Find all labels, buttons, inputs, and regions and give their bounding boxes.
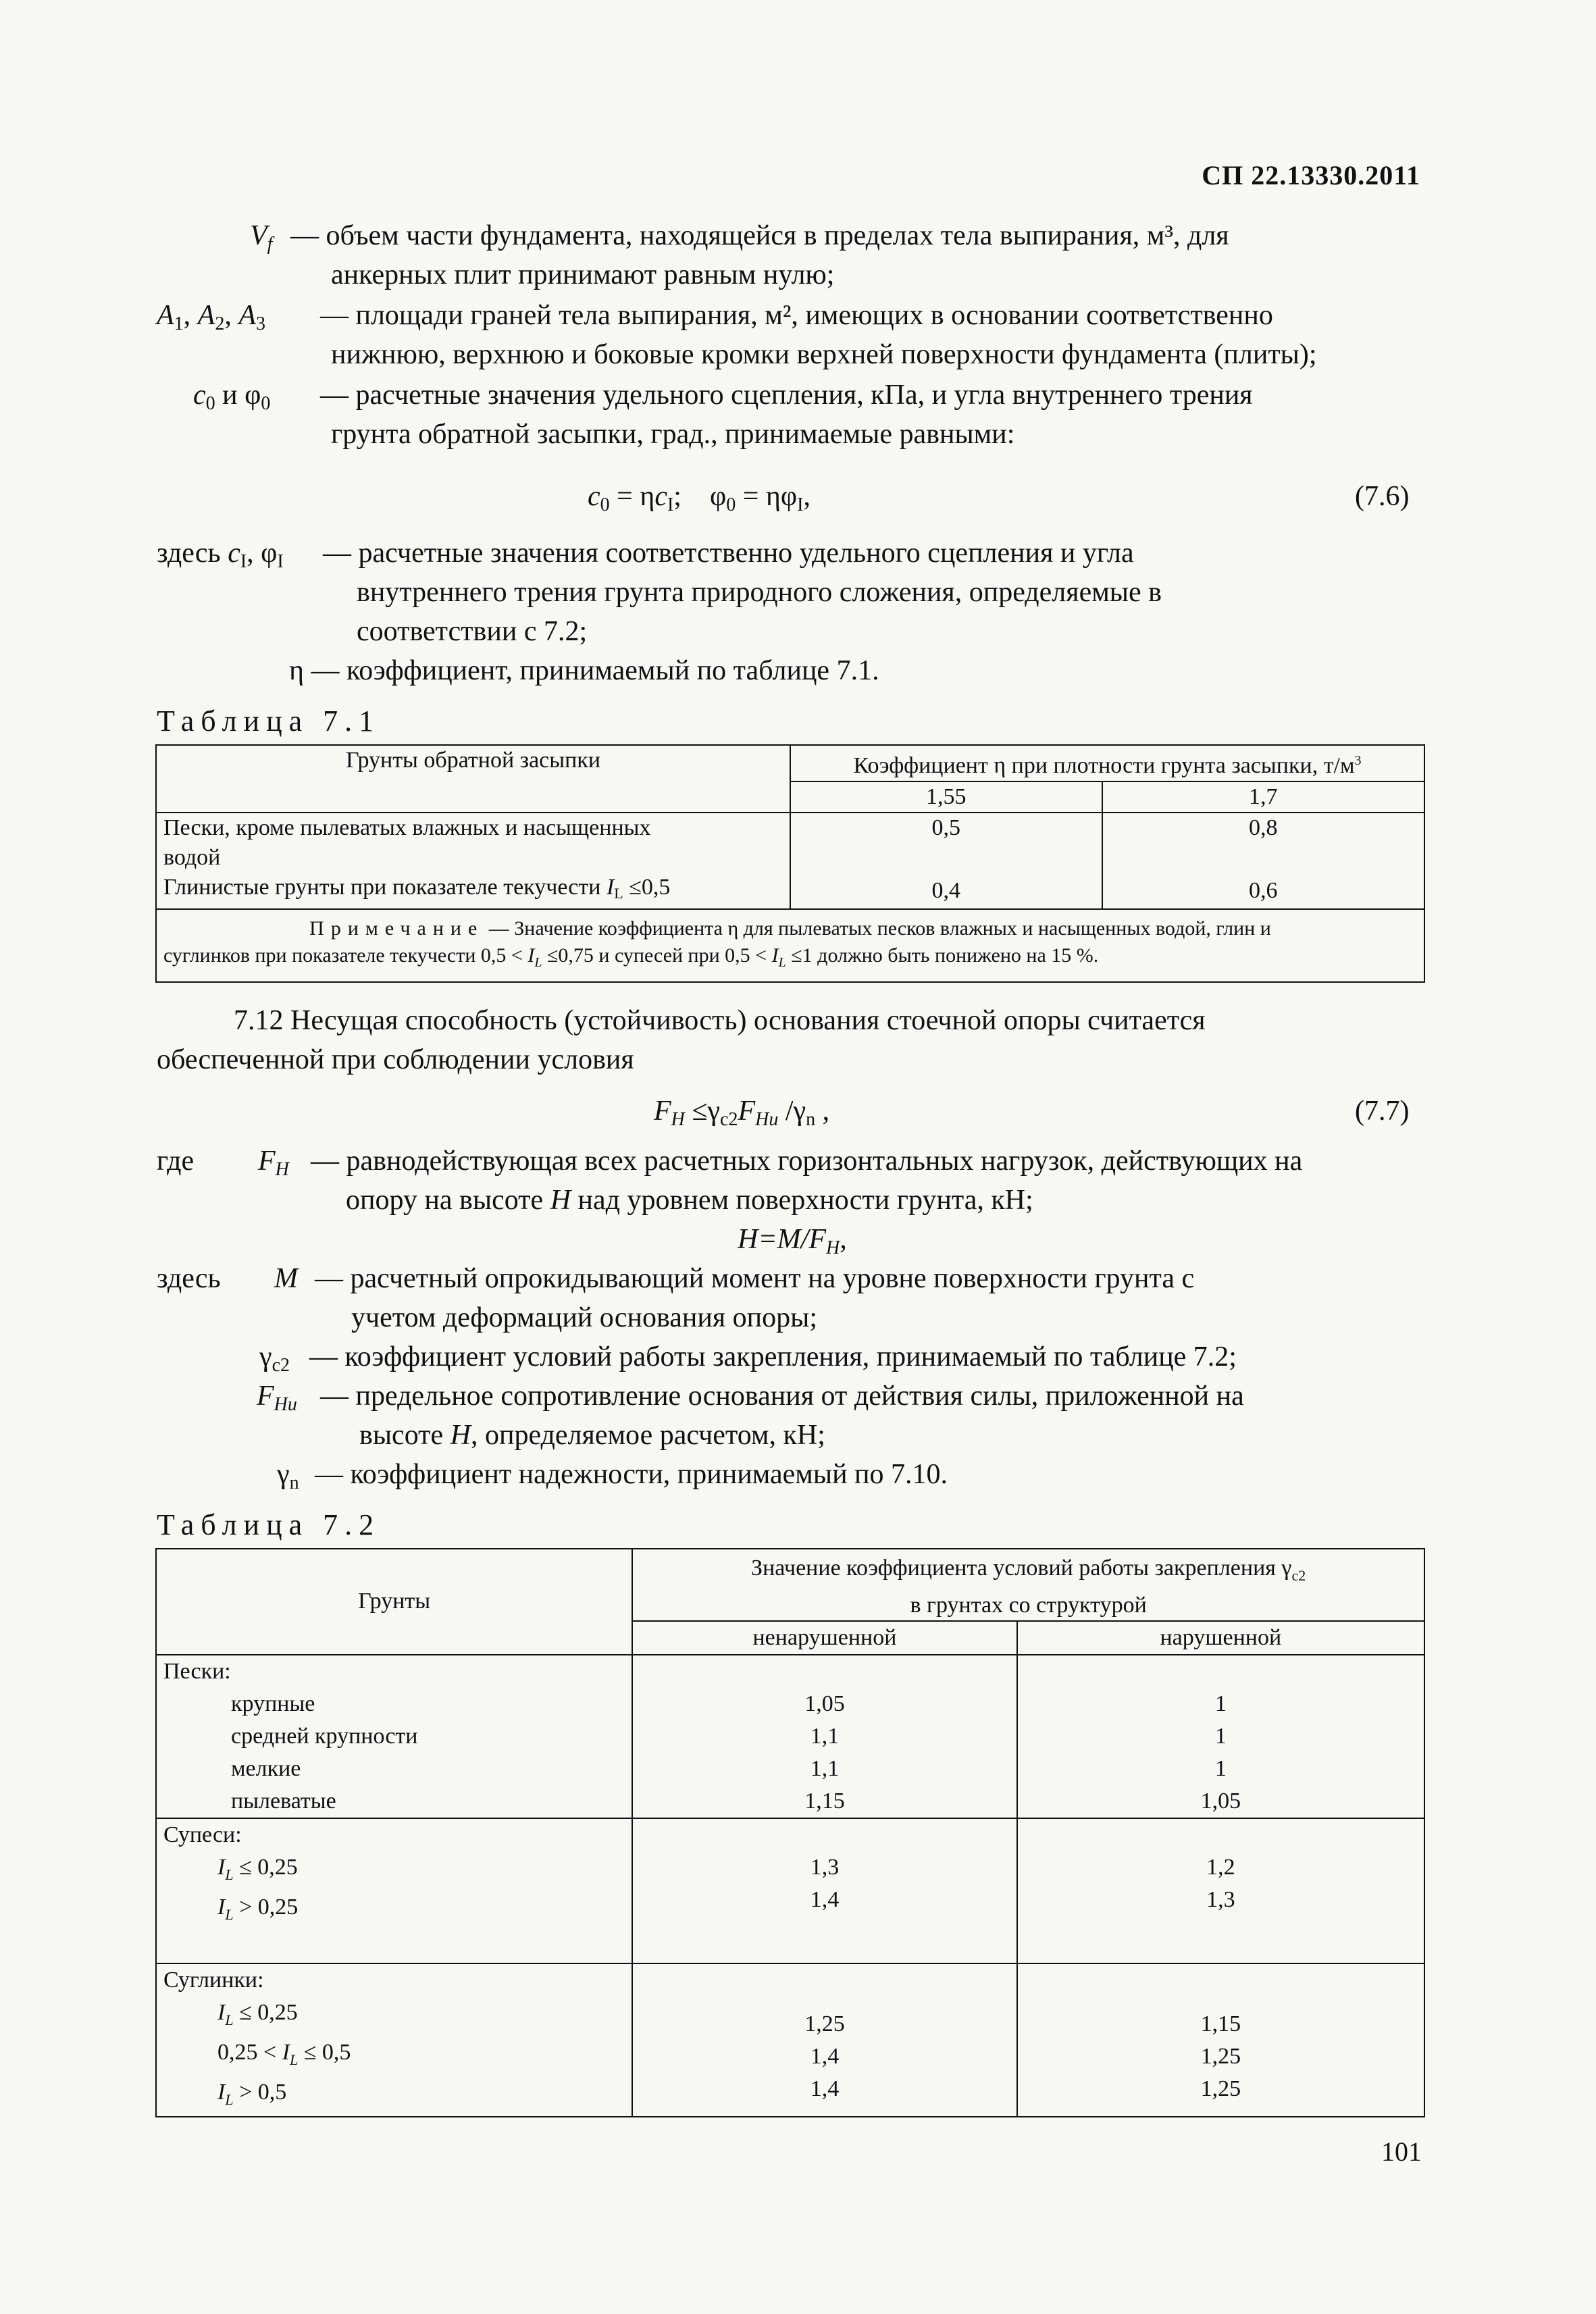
para-7-12-line2: обеспеченной при соблюдении условия [157,1044,634,1075]
table2-loams-v2: 1,15 1,25 1,25 [1017,1963,1424,2116]
symbol-fhu: $F_{Hu}$ [257,1381,297,1415]
table1-col2-header: Коэффициент η при плотности грунта засыпки, $т/м^3$ [790,745,1424,781]
def-c0-line1: — расчетные значения удельного сцепления, кПа, и угла внутреннего трения [320,380,1253,411]
formula-7-7-number: (7.7) [1355,1096,1410,1127]
table2-group-sandy-loams [156,1818,1424,1964]
def-cI-line3: соответствии с 7.2; [357,616,588,647]
table1-row2-v2: 0,6 [1102,873,1425,909]
def-eta: η — коэффициент, принимаемый по таблице 7.1. [289,655,879,686]
table2-loams-v1: 1,25 1,4 1,4 [632,1963,1016,2116]
def-a-line2: нижнюю, верхнюю и боковые кромки верхней поверхности фундамента (плиты); [331,339,1317,370]
table2-sandy-v2: 1,2 1,3 [1017,1818,1424,1964]
document-code: СП 22.13330.2011 [1202,160,1420,190]
def-m-line2: учетом деформаций основания опоры; [351,1302,818,1333]
table1-row1-name: Пески, кроме пылеватых влажных и насыщенных водой [156,813,790,873]
table2-group-title: Пески: крупные средней крупности мелкие пылеватые [156,1655,632,1818]
table1-col1-header: Грунты обратной засыпки [156,745,790,813]
table-7-2 [155,1548,1425,2117]
table2-group-title: Супеси: $I_L \le 0,25$ $I_L > 0,25$ [156,1818,632,1964]
symbol-m: M [274,1263,298,1294]
where-label: где [157,1146,195,1177]
table-7-1-caption: Таблица 7.1 [157,704,381,738]
table-7-2-caption: Таблица 7.2 [157,1508,381,1541]
table2-col2-header: Значение коэффициента условий работы закрепления $\gamma_{c2}$ в грунтах со структурой [632,1549,1424,1621]
def-fh-line2: опору на высоте H над уровнем поверхности грунта, кН; [346,1185,1033,1216]
def-cI-line1: — расчетные значения соответственно удельного сцепления и угла [323,538,1134,569]
table2-subheader-2: нарушенной [1017,1621,1424,1655]
table2-group-sands [156,1655,1424,1818]
symbol-gn: $\gamma_n$ [277,1459,299,1493]
table1-subheader-2: 1,7 [1102,781,1425,813]
table2-col1-header: Грунты [156,1549,632,1655]
table2-sands-v2: 1 1 1 1,05 [1017,1655,1424,1818]
formula-7-7: $F_H \le\gamma_{c2}F_{Hu}$ $/\gamma_n$ , [654,1096,830,1130]
def-c0-line2: грунта обратной засыпки, град., принимаемые равными: [331,419,1015,450]
formula-h: $H=M/F_H$, [738,1224,847,1258]
def-m-line1: — расчетный опрокидывающий момент на уровне поверхности грунта с [315,1263,1195,1294]
formula-7-6: $c_0 = \eta c_I$; $\varphi_0 = \eta\varphi_I$, [588,481,810,515]
table2-sandy-v1: 1,3 1,4 [632,1818,1016,1964]
def-cI-line2: внутреннего трения грунта природного сложения, определяемые в [357,577,1162,608]
table1-row1-v2: 0,8 [1102,813,1425,873]
def-vf-line2: анкерных плит принимают равным нулю; [331,259,835,290]
here-label: здесь [157,1263,221,1294]
page-number: 101 [1381,2136,1422,2167]
table2-subheader-1: ненарушенной [632,1621,1016,1655]
table1-row2-v1: 0,4 [790,873,1102,909]
symbol-a123: $A_1$, $A_2$, $A_3$ [157,300,265,334]
formula-7-6-number: (7.6) [1355,481,1410,512]
def-fhu-line1: — предельное сопротивление основания от действия силы, приложенной на [320,1381,1244,1412]
def-fh-line1: — равнодействующая всех расчетных горизонтальных нагрузок, действующих на [311,1146,1303,1177]
def-a-line1: — площади граней тела выпирания, м², имеющих в основании соответственно [320,300,1273,331]
def-gn: — коэффициент надежности, принимаемый по 7.10. [315,1459,948,1490]
symbol-vf: $V_f$ [250,220,273,255]
def-fhu-line2: высоте H, определяемое расчетом, кН; [359,1420,825,1451]
para-7-12-line1: 7.12 Несущая способность (устойчивость) основания стоечной опоры считается [234,1005,1206,1036]
table2-sands-v1: 1,05 1,1 1,1 1,15 [632,1655,1016,1818]
symbol-c0-phi0: $c_0$ и $\varphi_0$ [193,380,271,414]
table1-subheader-1: 1,55 [790,781,1102,813]
table2-group-loams [156,1963,1424,2116]
def-cI-lead: здесь $c_I$, $\varphi_I$ [157,538,284,572]
symbol-gc2: $\gamma_{c2}$ [259,1341,290,1376]
def-vf-line1: — объем части фундамента, находящейся в пределах тела выпирания, м³, для [290,220,1229,251]
table1-row2-name: Глинистые грунты при показателе текучести $I_L \le 0,5$ [156,873,790,909]
table1-note: Примечание — Значение коэффициента η для пылеватых песков влажных и насыщенных водой, глин и суглинков при показателе текучести $0,5 < I_L \le 0,75$ и супесей при $0,5 < I_L \le 1$ должно быть понижено на 15 %. [156,909,1424,982]
def-gc2: — коэффициент условий работы закрепления, принимаемый по таблице 7.2; [309,1341,1237,1372]
table1-row1-v1: 0,5 [790,813,1102,873]
table-7-1 [155,744,1425,983]
table2-group-title: Суглинки: $I_L \le 0,25$ $0,25 < I_L \le 0,5$ $I_L > 0,5$ [156,1963,632,2116]
symbol-fh: $F_H$ [258,1146,289,1180]
